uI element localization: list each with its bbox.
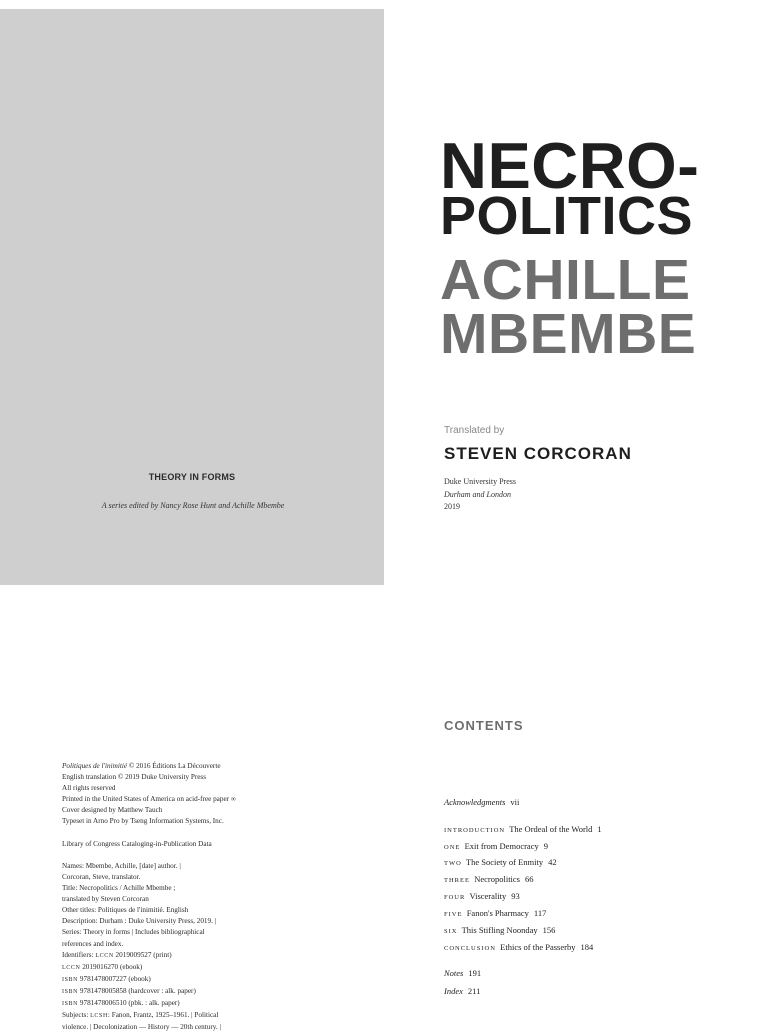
copyright-line: Cover designed by Matthew Tauch <box>62 806 163 815</box>
toc-chapter-title: Fanon's Pharmacy <box>466 908 529 918</box>
cip-identifier <box>62 962 362 974</box>
cip-id-value: 9781478007227 (ebook) <box>78 974 151 983</box>
toc-entry-index <box>444 986 480 996</box>
toc-chapter-label: ONE <box>444 844 461 851</box>
cip-identifier <box>62 974 362 986</box>
author-last-name: MBEMBE <box>440 302 697 366</box>
toc-entry-title: Acknowledgments <box>444 797 506 807</box>
toc-chapter-title: Necropolitics <box>474 874 520 884</box>
toc-entry-six <box>444 925 555 935</box>
publisher-place: Durham and London <box>444 489 511 499</box>
toc-entry-page: 184 <box>580 942 594 952</box>
cip-line: references and index. <box>62 939 124 948</box>
toc-entry-page: 156 <box>542 925 556 935</box>
copyright-block <box>62 761 362 1033</box>
toc-entry-page: 191 <box>468 968 482 978</box>
toc-entry-title: Index <box>444 986 463 996</box>
publication-year: 2019 <box>444 502 460 511</box>
series-title: THEORY IN FORMS <box>148 472 236 482</box>
toc-chapter-label: FIVE <box>444 911 463 918</box>
copyright-line: Printed in the United States of America on acid-free paper ∞ <box>62 795 236 804</box>
toc-chapter-label: CONCLUSION <box>444 945 496 952</box>
toc-entry-one <box>444 841 548 851</box>
toc-entry-page: 93 <box>511 891 520 901</box>
copyright-line: All rights reserved <box>62 784 116 793</box>
toc-entry-notes <box>444 968 481 978</box>
original-copyright: © 2016 Éditions La Découverte <box>127 762 221 770</box>
author-first-name: ACHILLE <box>440 248 691 312</box>
cip-line: Title: Necropolitics / Achille Mbembe ; <box>62 884 176 893</box>
cip-line: Description: Durham : Duke University Press, 2019. | <box>62 917 217 926</box>
toc-chapter-label: TWO <box>444 860 462 867</box>
toc-chapter-label: SIX <box>444 928 458 935</box>
publisher-block <box>444 476 516 514</box>
toc-entry-page: 9 <box>543 841 548 851</box>
cip-id-value: : Fanon, Frantz, 1925–1961. | Political <box>107 1011 219 1020</box>
toc-entry-title: Notes <box>444 968 464 978</box>
cip-id-type: LCCN <box>95 952 114 959</box>
cip-identifier <box>62 986 362 998</box>
toc-entry-page: 42 <box>548 857 557 867</box>
toc-chapter-title: Ethics of the Passerby <box>500 942 576 952</box>
toc-entry-page: vii <box>510 797 520 807</box>
publisher-name: Duke University Press <box>444 477 516 486</box>
toc-entry-acknowledgments <box>444 797 519 807</box>
toc-entry-page: 66 <box>525 874 534 884</box>
book-title-line-1: NECRO- <box>440 129 700 202</box>
book-title-line-2: POLITICS <box>440 186 694 246</box>
translated-by-label: Translated by <box>444 425 505 436</box>
original-title: Politiques de l'inimitié <box>62 762 128 770</box>
toc-entry-page: 117 <box>533 908 547 918</box>
toc-chapter-title: Viscerality <box>469 891 507 901</box>
translator-name: STEVEN CORCORAN <box>444 444 632 463</box>
cip-id-value: 2019016270 (ebook) <box>80 962 143 971</box>
copyright-line: English translation © 2019 Duke University Press <box>62 773 207 782</box>
cip-id-type: ISBN <box>62 976 79 983</box>
cip-id-prefix: Identifiers: <box>62 950 96 959</box>
cip-line: violence. | Decolonization — History — 20th century. | <box>62 1023 221 1032</box>
cip-id-value: 9781478006510 (pbk. : alk. paper) <box>78 998 180 1007</box>
toc-chapter-label: INTRODUCTION <box>444 827 506 834</box>
toc-entry-four <box>444 891 520 901</box>
toc-entry-page: 1 <box>597 824 602 834</box>
cip-id-type: LCCN <box>62 964 81 971</box>
cip-subjects <box>62 1010 362 1022</box>
cip-identifier <box>62 998 362 1010</box>
toc-chapter-label: FOUR <box>444 894 466 901</box>
cip-id-prefix: Subjects: <box>62 1011 91 1020</box>
series-editors: A series edited by Nancy Rose Hunt and Achille Mbembe <box>101 501 285 510</box>
cip-id-type: ISBN <box>62 988 79 995</box>
cip-line: Corcoran, Steve, translator. <box>62 872 141 881</box>
cip-identifier <box>62 950 362 962</box>
cip-id-type: LCSH <box>90 1013 108 1020</box>
copyright-original <box>62 761 362 772</box>
toc-chapter-title: This Stifling Noonday <box>461 925 538 935</box>
cip-line: translated by Steven Corcoran <box>62 895 149 904</box>
toc-entry-five <box>444 908 546 918</box>
toc-entry-conclusion <box>444 942 593 952</box>
copyright-line: Typeset in Arno Pro by Tseng Information Systems, Inc. <box>62 817 224 826</box>
toc-entry-page: 211 <box>467 986 481 996</box>
series-panel <box>0 9 384 585</box>
cip-id-value: 2019009527 (print) <box>113 950 172 959</box>
contents-heading: CONTENTS <box>444 718 524 733</box>
toc-chapter-title: Exit from Democracy <box>464 841 539 851</box>
cip-line: Other titles: Politiques de l'inimitié. English <box>62 906 189 915</box>
cip-id-type: ISBN <box>62 1000 79 1007</box>
toc-entry-three <box>444 874 534 884</box>
toc-chapter-title: The Society of Enmity <box>465 857 544 867</box>
toc-chapter-label: THREE <box>444 877 470 884</box>
toc-entry-two <box>444 857 557 867</box>
toc-chapter-title: The Ordeal of the World <box>509 824 593 834</box>
cip-line: Series: Theory in forms | Includes bibliographical <box>62 928 205 937</box>
cip-line: Names: Mbembe, Achille, [date] author. | <box>62 861 181 870</box>
cip-id-value: 9781478005858 (hardcover : alk. paper) <box>78 986 196 995</box>
cip-heading: Library of Congress Cataloging-in-Publication Data <box>62 839 212 848</box>
toc-entry-introduction <box>444 824 602 834</box>
